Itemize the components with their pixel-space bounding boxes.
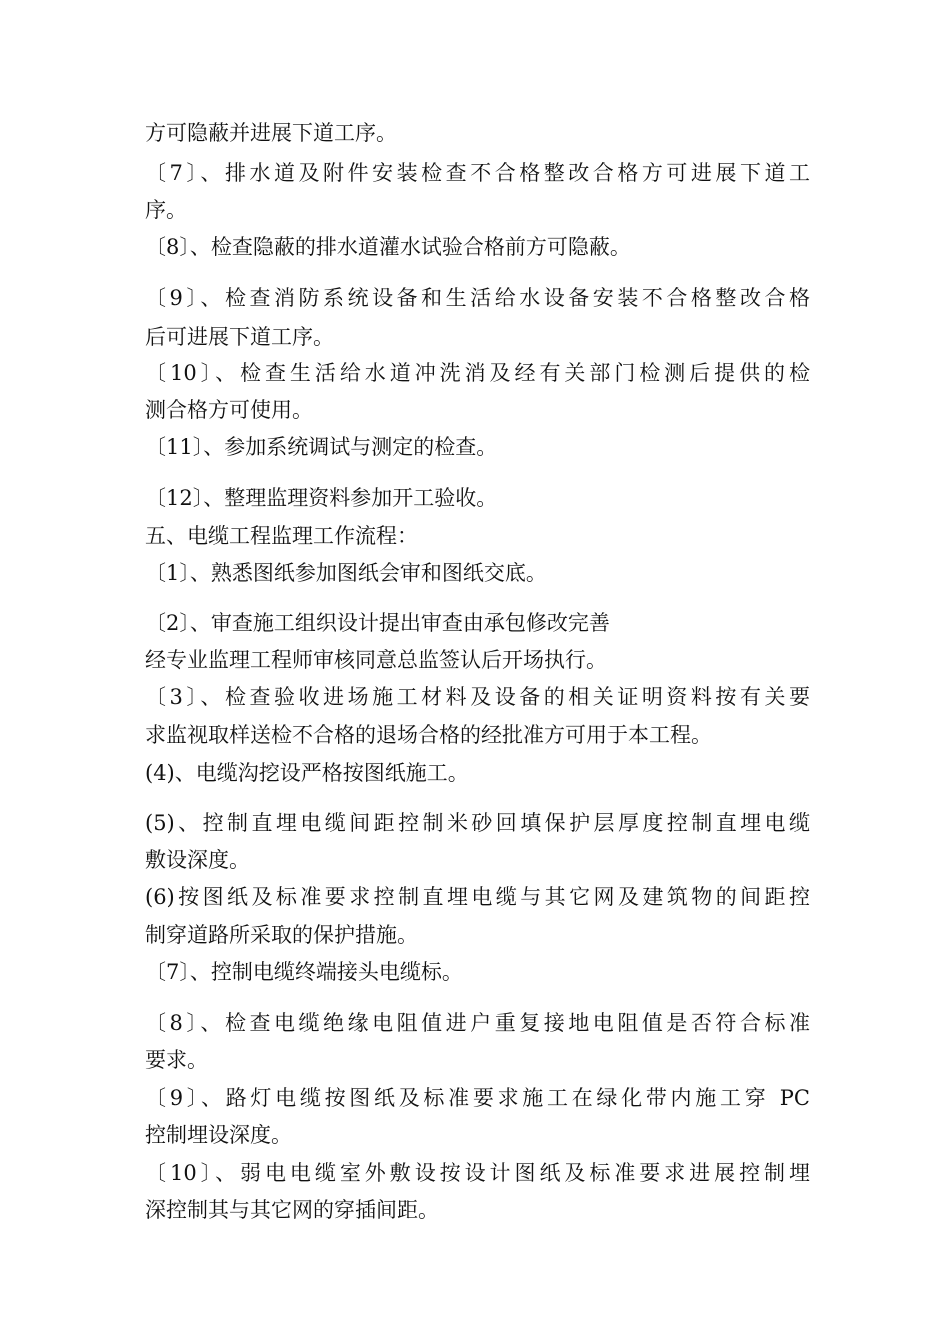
- text-line: 〔1〕、熟悉图纸参加图纸会审和图纸交底。: [145, 561, 547, 585]
- text-line: 敷设深度。: [145, 848, 250, 872]
- text-line: 制穿道路所采取的保护措施。: [145, 923, 418, 947]
- text-line: 〔12〕、整理监理资料参加开工验收。: [145, 486, 498, 510]
- text-line: 〔9〕、检查消防系统设备和生活给水设备安装不合格整改合格: [145, 286, 810, 310]
- text-line: 〔2〕、审查施工组织设计提出审查由承包修改完善: [145, 611, 610, 635]
- text-line: 要求。: [145, 1048, 208, 1072]
- text-line: 〔10〕、检查生活给水道冲洗消及经有关部门检测后提供的检: [145, 361, 810, 385]
- text-line: (5)、控制直埋电缆间距控制米砂回填保护层厚度控制直埋电缆: [145, 811, 810, 835]
- text-line: 求监视取样送检不合格的退场合格的经批准方可用于本工程。: [145, 723, 712, 747]
- text-line: (4)、电缆沟挖设严格按图纸施工。: [145, 761, 469, 785]
- text-line: 深控制其与其它网的穿插间距。: [145, 1198, 439, 1222]
- text-line: 序。: [145, 198, 187, 222]
- text-line: 〔7〕、控制电缆终端接头电缆标。: [145, 960, 463, 984]
- text-line: 〔8〕、检查隐蔽的排水道灌水试验合格前方可隐蔽。: [145, 235, 631, 259]
- text-line: 〔10〕、弱电电缆室外敷设按设计图纸及标准要求进展控制埋: [145, 1161, 810, 1185]
- text-line: 〔3〕、检查验收进场施工材料及设备的相关证明资料按有关要: [145, 685, 810, 709]
- text-line: 控制埋设深度。: [145, 1123, 292, 1147]
- text-line: 〔8〕、检查电缆绝缘电阻值进户重复接地电阻值是否符合标准: [145, 1011, 810, 1035]
- text-line: 〔11〕、参加系统调试与测定的检查。: [145, 435, 498, 459]
- text-line: 方可隐蔽并进展下道工序。: [145, 121, 397, 145]
- text-line: 测合格方可使用。: [145, 398, 313, 422]
- text-line: 后可进展下道工序。: [145, 325, 334, 349]
- text-line: 经专业监理工程师审核同意总监签认后开场执行。: [145, 648, 607, 672]
- section-heading: 五、电缆工程监理工作流程：: [145, 524, 418, 548]
- text-line: 〔7〕、排水道及附件安装检查不合格整改合格方可进展下道工: [145, 161, 810, 185]
- text-line: 〔9〕、路灯电缆按图纸及标准要求施工在绿化带内施工穿 PC: [145, 1086, 810, 1110]
- text-line: (6)按图纸及标准要求控制直埋电缆与其它网及建筑物的间距控: [145, 885, 810, 909]
